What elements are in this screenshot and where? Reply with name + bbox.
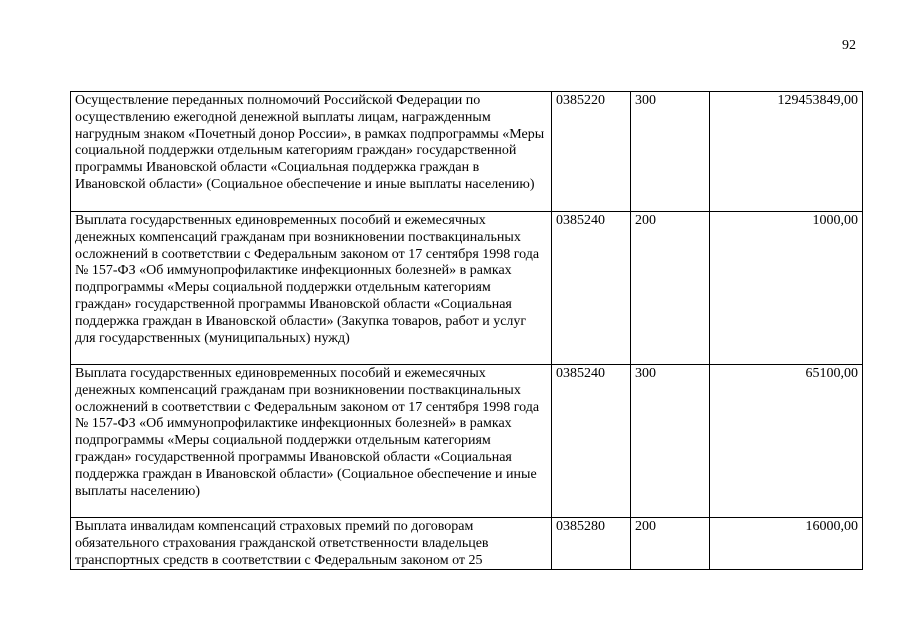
page-number: 92 [842, 38, 856, 53]
row-description: Выплата инвалидам компенсаций страховых премий по договорам обязательного страхования гражданской ответственности владельцев транспортных средств в соответствии с Федеральным законом от 25 [71, 518, 552, 570]
row-target-code: 0385240 [552, 212, 631, 365]
row-expense-type: 200 [631, 212, 710, 365]
row-expense-type: 200 [631, 518, 710, 570]
table-row [71, 212, 863, 365]
row-description: Осуществление переданных полномочий Российской Федерации по осуществлению ежегодной денежной выплаты лицам, награжденным нагрудным знаком «Почетный донор России», в рамках подпрограммы «Меры социальной поддержки отдельным категориям граждан» государственной программы Ивановской области «Социальная поддержка граждан в Ивановской области» (Социальное обеспечение и иные выплаты населению) [71, 92, 552, 212]
table-row [71, 365, 863, 518]
row-amount: 1000,00 [710, 212, 863, 365]
row-target-code: 0385240 [552, 365, 631, 518]
table-row [71, 92, 863, 212]
budget-table [70, 91, 863, 570]
row-expense-type: 300 [631, 92, 710, 212]
table-row [71, 518, 863, 570]
row-amount: 129453849,00 [710, 92, 863, 212]
row-target-code: 0385220 [552, 92, 631, 212]
row-target-code: 0385280 [552, 518, 631, 570]
row-amount: 65100,00 [710, 365, 863, 518]
row-amount: 16000,00 [710, 518, 863, 570]
row-expense-type: 300 [631, 365, 710, 518]
row-description: Выплата государственных единовременных пособий и ежемесячных денежных компенсаций гражданам при возникновении поствакцинальных осложнений в соответствии с Федеральным законом от 17 сентября 1998 года № 157-ФЗ «Об иммунопрофилактике инфекционных болезней» в рамках подпрограммы «Меры социальной поддержки отдельным категориям граждан» государственной программы Ивановской области «Социальная поддержка граждан в Ивановской области» (Социальное обеспечение и иные выплаты населению) [71, 365, 552, 518]
row-description: Выплата государственных единовременных пособий и ежемесячных денежных компенсаций гражданам при возникновении поствакцинальных осложнений в соответствии с Федеральным законом от 17 сентября 1998 года № 157-ФЗ «Об иммунопрофилактике инфекционных болезней» в рамках подпрограммы «Меры социальной поддержки отдельным категориям граждан» государственной программы Ивановской области «Социальная поддержка граждан в Ивановской области» (Закупка товаров, работ и услуг для государственных (муниципальных) нужд) [71, 212, 552, 365]
